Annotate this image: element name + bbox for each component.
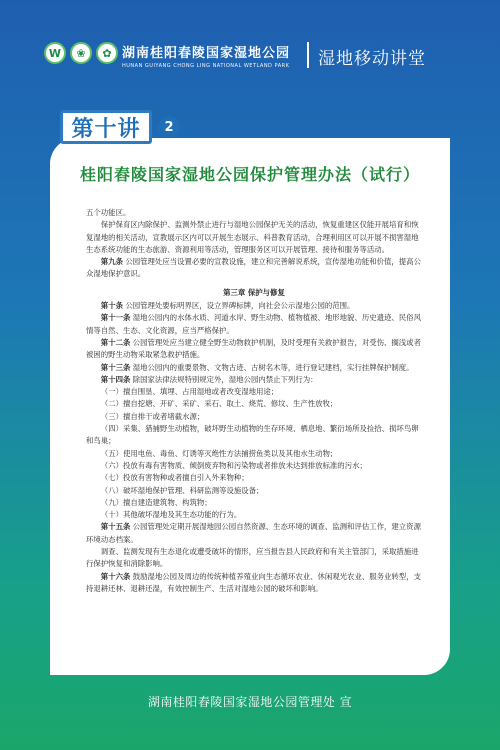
intro-paragraphs <box>86 207 422 281</box>
article-number: 第九条 <box>100 257 123 267</box>
article-item <box>86 337 422 362</box>
document-body <box>86 207 422 595</box>
paragraph <box>86 207 422 219</box>
article-number: 第十五条 <box>100 522 131 532</box>
paragraph-text: 公园管理处应当设置必要的宣教设施，建立和完善解说系统，宣传湿地功能和价值，提高公众湿地保护意识。 <box>86 257 421 279</box>
article-item <box>86 423 422 448</box>
paragraph-text: 公园管理处应当建立健全野生动物救护机制，及时受理有关救护报告，对受伤、搁浅或者被困的野生动物采取紧急救护措施。 <box>86 337 421 360</box>
article-item <box>86 472 422 484</box>
paragraph-text: 湿地公园内的水体水质、河道水岸、野生动物、植物植被、地形地貌、历史遗迹、民俗风情等自然、生态、文化资源，应当严格保护。 <box>86 313 421 335</box>
article-item <box>86 448 422 460</box>
article-number: 第十条 <box>100 301 123 311</box>
paragraph-text: （六）投放有毒有害物质、倾倒废弃物和污染物或者排放未达到排放标准的污水； <box>100 460 367 470</box>
article-item <box>86 374 422 386</box>
chapter-heading: 第三章 保护与修复 <box>223 287 285 297</box>
article-item <box>86 398 422 410</box>
paragraph-text: （四）采集、猎捕野生动植物，破坏野生动植物的生存环境、栖息地、繁衍场所及捡拾、损坏鸟卵和鸟巢； <box>86 424 419 446</box>
article-number: 第十六条 <box>100 571 131 581</box>
article-item <box>86 497 422 509</box>
paragraph-text: （五）使用电鱼、毒鱼、灯诱等灭绝性方法捕捞鱼类以及其他水生动物； <box>100 448 338 458</box>
lecture-badge: 第十讲 <box>60 110 152 144</box>
article-list <box>86 300 422 595</box>
paragraph-text: （七）投放有害物种或者擅自引入外来物种； <box>100 473 249 483</box>
article-item <box>86 362 422 374</box>
logo-group <box>44 42 118 64</box>
header-divider <box>307 42 309 68</box>
park-name-en: HUNAN GUIYANG CHONG LING NATIONAL WETLAND PARK <box>122 63 290 69</box>
document-title: 桂阳舂陵国家湿地公园保护管理办法（试行） <box>79 165 420 184</box>
article-number: 第十一条 <box>100 313 131 323</box>
article-item <box>86 312 422 337</box>
publisher-footer: 湖南桂阳舂陵国家湿地公园管理处 宣 <box>147 695 353 709</box>
paragraph-text: 公园管理处定期开展湿地园公园自然资源、生态环境的调查、监测和评估工作，建立资源环境动态档案。 <box>86 522 421 544</box>
park-logo-icon: ✿ <box>96 42 118 64</box>
paragraph-text: 湿地公园内的重要景物、文物古迹、古树名木等，进行登记建档，实行挂牌保护制度。 <box>130 362 414 372</box>
paragraph-text: （八）破坏湿地保护管理、科研监测等设施设备； <box>100 485 264 495</box>
paragraph-text: （一）擅自围垦、填埋、占用湿地或者改变湿地用途； <box>100 387 279 397</box>
article-item <box>86 485 422 497</box>
article-item <box>86 546 422 571</box>
paragraph-text: 五个功能区。 <box>86 208 131 217</box>
park-name-cn: 湖南桂阳春陵国家湿地公园 <box>122 46 291 61</box>
wetland-logo-icon: W <box>44 42 66 64</box>
paragraph-text: 调查、监测发现有生态退化或遭受破坏的情形，应当报告县人民政府和有关主管部门，采取措施进行保护恢复和消除影响。 <box>86 547 419 569</box>
paragraph <box>86 219 422 256</box>
article-item <box>86 460 422 472</box>
article-number: 第十三条 <box>100 362 131 372</box>
part-number-badge: 2 <box>158 116 180 138</box>
article-number: 第十二条 <box>100 337 131 347</box>
article-item <box>86 386 422 398</box>
article-item <box>86 411 422 423</box>
article-item <box>86 509 422 521</box>
paragraph <box>86 256 422 281</box>
article-item <box>86 521 422 546</box>
article-item <box>86 300 422 312</box>
leaf-logo-icon: ❀ <box>70 42 92 64</box>
park-name <box>122 42 290 69</box>
app-title: 湿地移动讲堂 <box>318 49 426 69</box>
paragraph-text: 公园管理处要标明界区，设立界碑标牌，向社会公示湿地公园的范围。 <box>122 301 355 311</box>
paragraph-text: （二）擅自挖塘、开矿、采矿、采石、取土、烧荒、修坟、生产性放牧； <box>100 399 338 409</box>
page-header <box>0 0 500 110</box>
paragraph-text: 保护保育区内除保护、监测外禁止进行与湿地公园保护无关的活动，恢复重建区仅能开展培育和恢复湿地的相关活动，宣教展示区内可以开展生态展示、科普教育活动，合理利用区可以开展不损害湿地生态系统功能的生态旅游、资源利用等活动，管理服务区可以开展管理、接待和服务等活动。 <box>86 220 419 254</box>
paragraph-text: 除国家法律法规特别规定外，湿地公园内禁止下列行为： <box>130 374 318 384</box>
paragraph-text: （十）其他破坏湿地及其生态功能的行为。 <box>100 510 242 520</box>
article-number: 第十四条 <box>100 374 131 384</box>
paragraph-text: （三）擅自排干或者堵截水源； <box>100 411 205 421</box>
paragraph-text: 鼓励湿地公园及周边的传统种植养殖业向生态循环农业、休闲观光农业、服务业转型，支持退耕还林、退耕还湿，有效控制生产、生活对湿地公园的破坏和影响。 <box>86 571 421 593</box>
article-item <box>86 571 422 596</box>
paragraph-text: （九）擅自建造建筑物、构筑物； <box>100 497 212 507</box>
